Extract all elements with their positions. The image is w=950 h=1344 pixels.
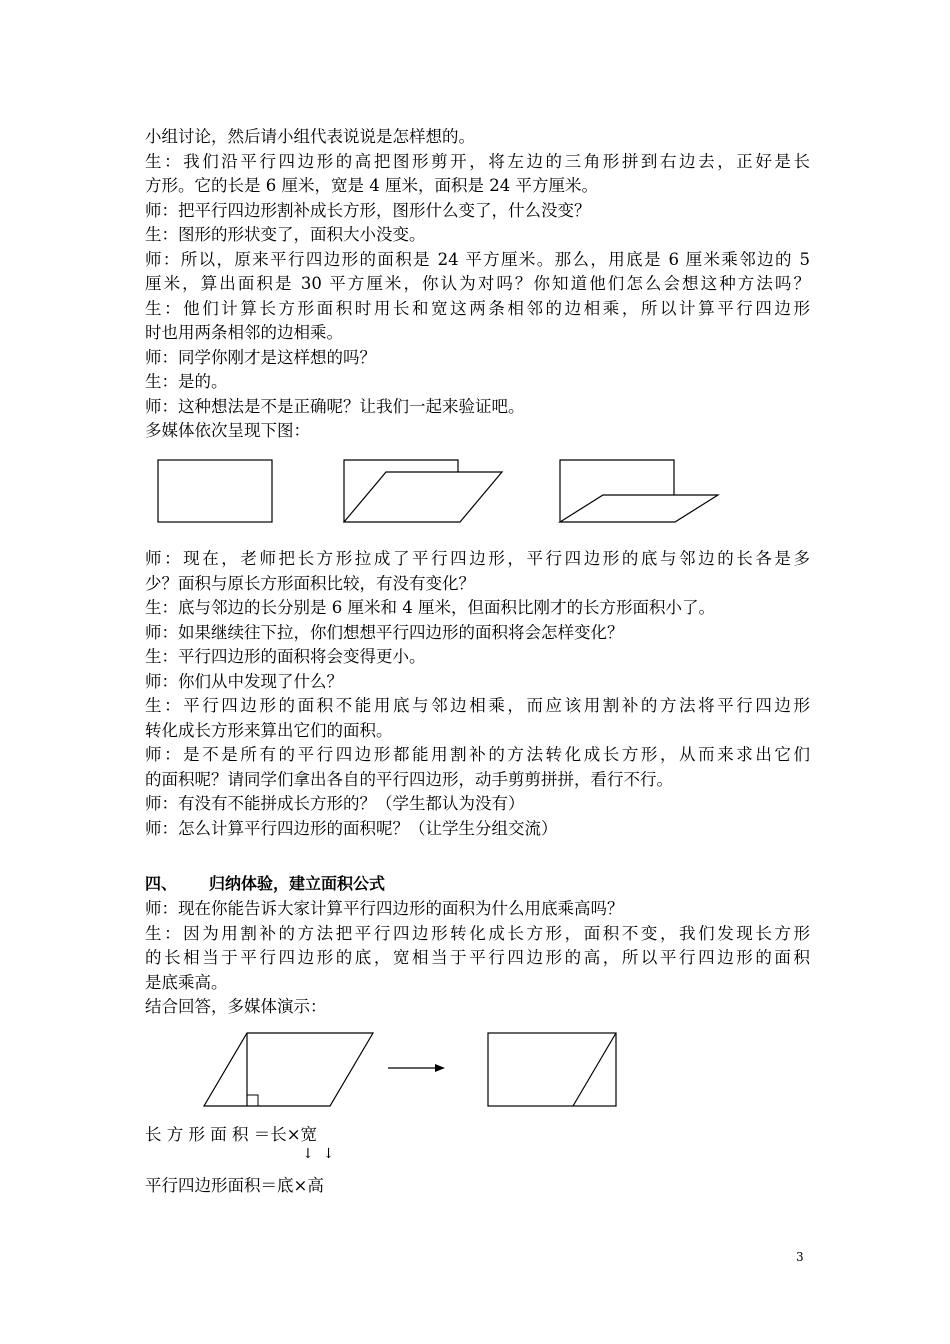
text-line: 师：把平行四边形割补成长方形，图形什么变了，什么没变？ <box>145 200 591 220</box>
text-line: 多媒体依次呈现下图： <box>145 421 310 440</box>
page-number: 3 <box>796 1250 804 1264</box>
text-line: 厘米，算出面积是 30 平方厘米，你认为对吗？你知道他们怎么会想这种方法吗？ <box>145 274 810 293</box>
text-line: 师：怎么计算平行四边形的面积呢？（让学生分组交流） <box>145 818 558 838</box>
text-line: 生：是的。 <box>145 372 228 391</box>
right-angle-mark <box>247 1095 258 1106</box>
parallelogram-area-formula: 平行四边形面积＝底×高 <box>145 1176 324 1195</box>
shape-sequence-figure <box>150 455 730 530</box>
text-line: 师：现在，老师把长方形拉成了平行四边形，平行四边形的底与邻边的长各是多 <box>145 549 810 568</box>
text-line: 师：你们从中发现了什么？ <box>145 671 343 691</box>
rectangle-outline-shape <box>560 460 674 522</box>
text-line: 师：现在你能告诉大家计算平行四边形的面积为什么用底乘高吗？ <box>145 899 624 918</box>
text-line: 师：这种想法是不是正确呢？让我们一起来验证吧。 <box>145 396 525 416</box>
arrow-right-icon <box>435 1064 445 1072</box>
paragraph-block-2 <box>145 547 810 841</box>
text-line: 是底乘高。 <box>145 972 228 992</box>
text-line: 师：有没有不能拼成长方形的？（学生都认为没有） <box>145 794 525 813</box>
text-line: 生：我们沿平行四边形的高把图形剪开，将左边的三角形拼到右边去，正好是长 <box>145 151 810 171</box>
parallelogram-shape <box>204 1033 373 1106</box>
text-line: 师：同学你刚才是这样想的吗？ <box>145 347 376 367</box>
paragraph-block-1 <box>145 125 810 444</box>
text-line: 方形。它的长是 6 厘米，宽是 4 厘米，面积是 24 平方厘米。 <box>145 176 598 195</box>
text-line: 师：所以，原来平行四边形的面积是 24 平方厘米。那么，用底是 6 厘米乘邻边的 5 <box>145 249 810 269</box>
text-line: 的面积呢？请同学们拿出各自的平行四边形，动手剪剪拼拼，看行不行。 <box>145 769 673 789</box>
text-line: 转化成长方形来算出它们的面积。 <box>145 720 393 740</box>
text-line: 的长相当于平行四边形的底，宽相当于平行四边形的高，所以平行四边形的面积 <box>145 948 810 967</box>
rectangle-shape <box>488 1033 616 1106</box>
cut-line <box>573 1033 616 1106</box>
text-line: 生：因为用割补的方法把平行四边形转化成长方形，面积不变，我们发现长方形 <box>145 923 810 943</box>
text-line: 生：图形的形状变了，面积大小没变。 <box>145 225 426 244</box>
rectangle-shape <box>158 460 272 522</box>
rectangle-area-formula: 长 方 形 面 积 ＝长×宽 <box>145 1125 318 1144</box>
section-heading <box>145 872 810 897</box>
correspondence-arrows: ↓ ↓ <box>302 1146 335 1162</box>
rectangle-outline-shape <box>344 460 458 522</box>
text-line: 少？面积与原长方形面积比较，有没有变化？ <box>145 573 475 593</box>
text-line: 时也用两条相邻的边相乘。 <box>145 323 343 342</box>
text-line: 师：是不是所有的平行四边形都能用割补的方法转化成长方形，从而来求出它们 <box>145 745 810 764</box>
text-line: 生：平行四边形的面积将会变得更小。 <box>145 647 426 666</box>
section-title: 归纳体验，建立面积公式 <box>209 874 386 893</box>
parallelogram-shape <box>344 472 502 522</box>
text-line: 生：他们计算长方形面积时用长和宽这两条相邻的边相乘，所以计算平行四边形 <box>145 298 810 318</box>
section-number: 四、 <box>145 874 178 893</box>
flat-parallelogram-shape <box>560 495 718 522</box>
text-line: 小组讨论，然后请小组代表说说是怎样想的。 <box>145 127 475 146</box>
text-line: 生：底与邻边的长分别是 6 厘米和 4 厘米，但面积比刚才的长方形面积小了。 <box>145 598 715 617</box>
text-line: 结合回答，多媒体演示： <box>145 997 327 1016</box>
text-line: 生：平行四边形的面积不能用底与邻边相乘，而应该用割补的方法将平行四边形 <box>145 696 810 715</box>
transformation-figure <box>200 1028 630 1113</box>
text-line: 师：如果继续往下拉，你们想想平行四边形的面积将会怎样变化？ <box>145 622 624 642</box>
paragraph-block-3 <box>145 897 810 1020</box>
